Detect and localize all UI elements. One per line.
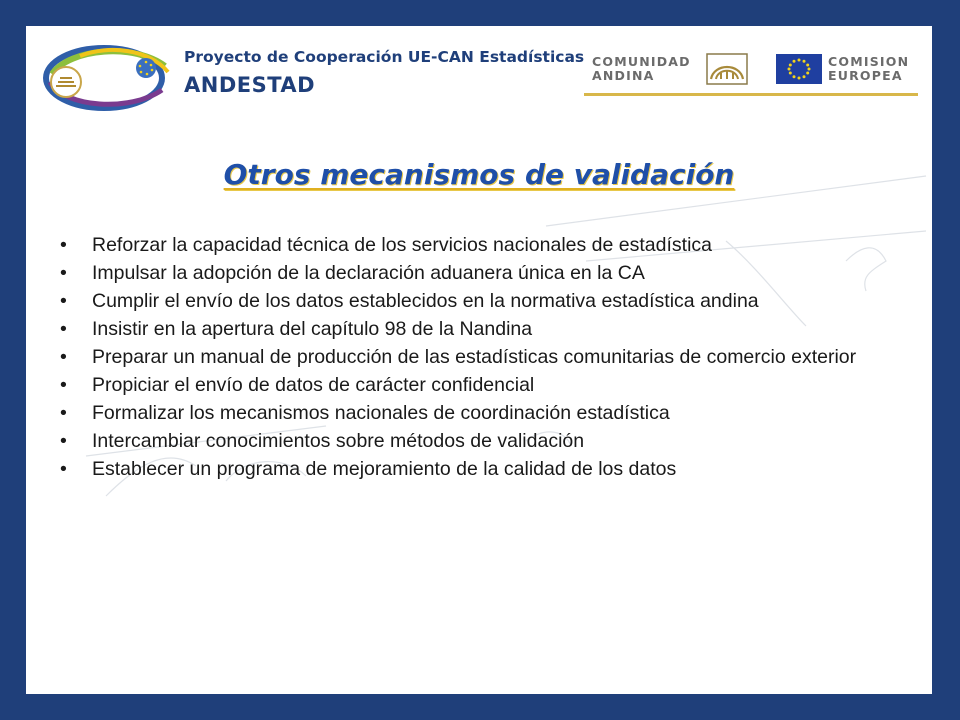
bullet-item	[60, 376, 920, 395]
bullet-item	[60, 404, 920, 423]
ce-line-1: COMISION	[828, 54, 910, 69]
bullet-item	[60, 460, 920, 479]
bullet-list	[60, 236, 920, 488]
bullet-text: Insistir en la apertura del capítulo 98 de la Nandina	[92, 318, 533, 340]
bullet-text: Formalizar los mecanismos nacionales de coordinación estadística	[92, 402, 670, 424]
bullet-text: Cumplir el envío de los datos establecidos en la normativa estadística andina	[92, 290, 759, 312]
bullet-item	[60, 320, 920, 339]
ce-line-2: EUROPEA	[828, 68, 903, 83]
partner-logos	[584, 44, 918, 92]
bullet-item	[60, 292, 920, 311]
bullet-marker: •	[60, 290, 67, 312]
project-title: Proyecto de Cooperación UE-CAN Estadísticas	[184, 48, 585, 66]
bullet-marker: •	[60, 234, 67, 256]
andestad-logo-icon	[40, 38, 178, 114]
can-line-1: COMUNIDAD	[592, 54, 691, 69]
bullet-item	[60, 348, 920, 367]
comunidad-andina-wordmark	[592, 55, 702, 83]
can-line-2: ANDINA	[592, 68, 655, 83]
bullet-marker: •	[60, 318, 67, 340]
slide	[26, 26, 932, 694]
bullet-text: Impulsar la adopción de la declaración aduanera única en la CA	[92, 262, 645, 284]
bullet-marker: •	[60, 458, 67, 480]
project-name: ANDESTAD	[184, 73, 316, 97]
eu-flag-icon	[776, 54, 822, 84]
bullet-text: Establecer un programa de mejoramiento de la calidad de los datos	[92, 458, 677, 480]
bullet-marker: •	[60, 402, 67, 424]
slide-title: Otros mecanismos de validación	[223, 158, 735, 191]
bullet-item	[60, 236, 920, 255]
bullet-item	[60, 432, 920, 451]
partner-divider	[584, 93, 918, 96]
bullet-item	[60, 264, 920, 283]
bullet-marker: •	[60, 262, 67, 284]
comision-europea-wordmark	[828, 55, 909, 83]
bullet-marker: •	[60, 346, 67, 368]
bullet-marker: •	[60, 374, 67, 396]
bullet-text: Reforzar la capacidad técnica de los servicios nacionales de estadística	[92, 234, 713, 256]
comunidad-andina-emblem-icon	[706, 53, 748, 85]
bullet-marker: •	[60, 430, 67, 452]
bullet-text: Intercambiar conocimientos sobre métodos de validación	[92, 430, 585, 452]
bullet-text: Propiciar el envío de datos de carácter confidencial	[92, 374, 535, 396]
bullet-text: Preparar un manual de producción de las estadísticas comunitarias de comercio exterior	[92, 346, 857, 368]
slide-header	[26, 26, 932, 126]
